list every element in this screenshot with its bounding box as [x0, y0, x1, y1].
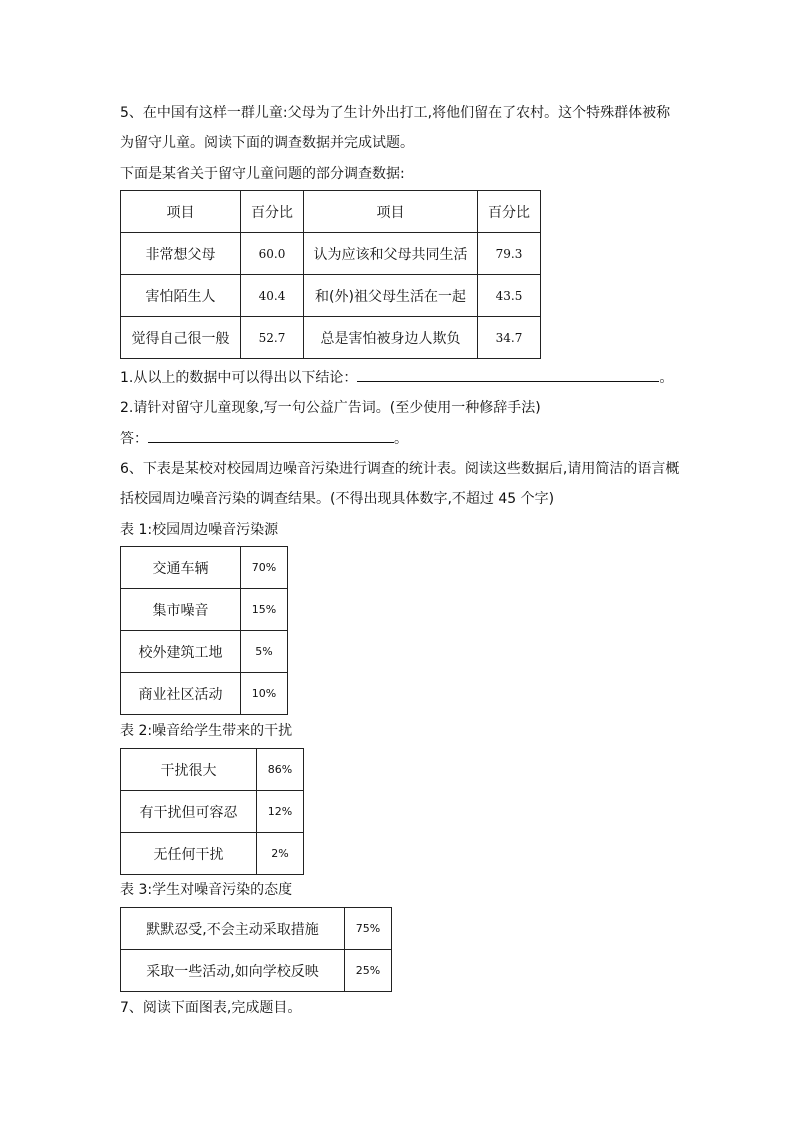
table-cell: 和(外)祖父母生活在一起 — [304, 275, 478, 317]
table-row — [121, 589, 288, 631]
header-cell: 百分比 — [478, 191, 541, 233]
q5-table-caption: 下面是某省关于留守儿童问题的部分调查数据: — [120, 166, 405, 182]
q5-answer-label: 答： — [120, 431, 148, 447]
table-row — [121, 631, 288, 673]
table-cell: 40.4 — [241, 275, 304, 317]
table-cell: 商业社区活动 — [121, 673, 241, 715]
table-cell: 79.3 — [478, 233, 541, 275]
table-cell: 75% — [345, 908, 392, 950]
q6-intro-line1: 6、下表是某校对校园周边噪音污染进行调查的统计表。阅读这些数据后,请用简洁的语言概 — [120, 461, 680, 477]
table-cell: 10% — [241, 673, 288, 715]
table-cell: 非常想父母 — [121, 233, 241, 275]
table-cell: 12% — [257, 791, 304, 833]
table-row — [121, 673, 288, 715]
q6-table2-caption: 表 2:噪音给学生带来的干扰 — [120, 723, 293, 739]
table-row — [121, 950, 392, 992]
table-cell: 70% — [241, 547, 288, 589]
table-cell: 15% — [241, 589, 288, 631]
table-cell: 害怕陌生人 — [121, 275, 241, 317]
table-row — [121, 749, 304, 791]
table-cell: 无任何干扰 — [121, 833, 257, 875]
table-header-row — [121, 191, 541, 233]
q6-table1-noise-sources — [120, 546, 288, 715]
table-cell: 交通车辆 — [121, 547, 241, 589]
table-cell: 52.7 — [241, 317, 304, 359]
header-cell: 项目 — [304, 191, 478, 233]
q5-sub1-answer-blank[interactable] — [357, 367, 659, 382]
table-cell: 认为应该和父母共同生活 — [304, 233, 478, 275]
header-cell: 项目 — [121, 191, 241, 233]
q5-answer-end: 。 — [394, 431, 408, 447]
table-cell: 43.5 — [478, 275, 541, 317]
table-cell: 86% — [257, 749, 304, 791]
table-cell: 2% — [257, 833, 304, 875]
table-row — [121, 317, 541, 359]
q6-table3-attitude — [120, 907, 392, 992]
table-row — [121, 547, 288, 589]
table-cell: 集市噪音 — [121, 589, 241, 631]
table-cell: 34.7 — [478, 317, 541, 359]
q5-intro-line1: 5、在中国有这样一群儿童:父母为了生计外出打工,将他们留在了农村。这个特殊群体被称 — [120, 105, 671, 121]
q6-table2-disturbance — [120, 748, 304, 875]
table-row — [121, 833, 304, 875]
q6-table1-caption: 表 1:校园周边噪音污染源 — [120, 522, 279, 538]
q5-sub1 — [120, 367, 673, 388]
q5-survey-table — [120, 190, 541, 359]
q5-sub2: 2.请针对留守儿童现象,写一句公益广告词。(至少使用一种修辞手法) — [120, 400, 541, 416]
table-cell: 干扰很大 — [121, 749, 257, 791]
table-row — [121, 908, 392, 950]
table-cell: 60.0 — [241, 233, 304, 275]
q5-answer-blank[interactable] — [148, 428, 394, 443]
table-cell: 有干扰但可容忍 — [121, 791, 257, 833]
table-cell: 25% — [345, 950, 392, 992]
table-cell: 默默忍受,不会主动采取措施 — [121, 908, 345, 950]
q5-intro-line2: 为留守儿童。阅读下面的调查数据并完成试题。 — [120, 135, 414, 151]
table-cell: 总是害怕被身边人欺负 — [304, 317, 478, 359]
table-cell: 校外建筑工地 — [121, 631, 241, 673]
header-cell: 百分比 — [241, 191, 304, 233]
q6-intro-line2: 括校园周边噪音污染的调查结果。(不得出现具体数字,不超过 45 个字) — [120, 491, 555, 507]
table-cell: 5% — [241, 631, 288, 673]
q5-sub1-prompt: 1.从以上的数据中可以得出以下结论： — [120, 370, 358, 386]
q7-intro: 7、阅读下面图表,完成题目。 — [120, 1000, 302, 1016]
q5-answer-line — [120, 428, 408, 449]
q5-sub1-end: 。 — [659, 370, 674, 386]
table-cell: 采取一些活动,如向学校反映 — [121, 950, 345, 992]
table-row — [121, 233, 541, 275]
table-row — [121, 275, 541, 317]
table-row — [121, 791, 304, 833]
q6-table3-caption: 表 3:学生对噪音污染的态度 — [120, 882, 293, 898]
table-cell: 觉得自己很一般 — [121, 317, 241, 359]
